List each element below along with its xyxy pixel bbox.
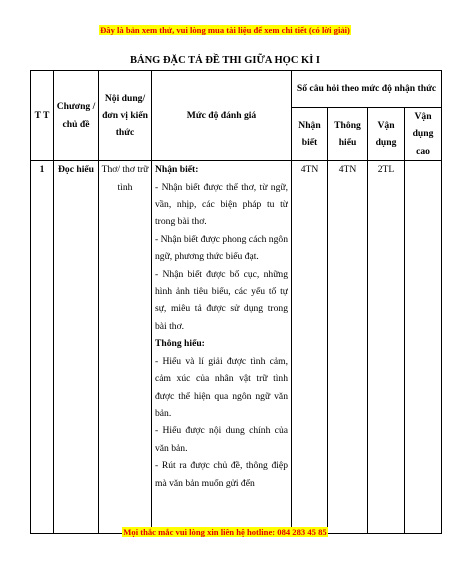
heading-thong-hieu: Thông hiểu: (155, 338, 205, 350)
header-vandungcao: Vận dụng cao (405, 108, 442, 161)
cell-vandung: 2TL (368, 161, 405, 534)
cell-chuong: Đọc hiểu (54, 161, 99, 534)
cell-nhanbiet: 4TN (292, 161, 328, 534)
header-thonghieu: Thông hiểu (328, 108, 368, 161)
document-title: BẢNG ĐẶC TẢ ĐỀ THI GIỮA HỌC KÌ I (129, 55, 320, 66)
preview-notice-banner (0, 25, 450, 35)
cell-noidung: Thơ/ thơ trữ tình (99, 161, 152, 534)
header-nhanbiet: Nhận biết (292, 108, 328, 161)
cell-thonghieu: 4TN (328, 161, 368, 534)
cell-vandungcao (405, 161, 442, 534)
table-row (31, 161, 442, 534)
list-item: - Rút ra được chủ đề, thông điệp mà văn bản muốn gửi đến (155, 460, 288, 489)
list-item: - Nhận biết được phong cách ngôn ngữ, phương thức biểu đạt. (155, 233, 288, 263)
cell-tt: 1 (31, 161, 54, 534)
hotline-banner (0, 527, 450, 537)
preview-notice-text: Đây là bản xem thử, vui lòng mua tài liệu để xem chi tiết (có lời giải) (100, 25, 350, 35)
header-vandung: Vận dụng (368, 108, 405, 161)
header-row-1 (31, 71, 442, 108)
specification-table (30, 70, 442, 534)
hotline-text: Mọi thắc mắc vui lòng xin liên hệ hotline: 084 283 45 85 (123, 527, 327, 537)
list-item: - Hiểu và lí giải được tình cảm, cảm xúc của nhân vật trữ tình được thể hiện qua ngôn ngữ văn bản. (155, 355, 288, 419)
header-chuong: Chương / chủ đề (54, 71, 99, 161)
list-item: - Nhận biết được bố cục, những hình ảnh tiêu biểu, các yếu tố tự sự, miêu tả được sử dụng trong bài thơ. (155, 268, 288, 332)
header-tt: T T (31, 71, 54, 161)
header-noidung: Nội dung/ đơn vị kiến thức (99, 71, 152, 161)
heading-nhan-biet: Nhận biết: (155, 164, 199, 176)
header-mucdo: Mức độ đánh giá (152, 71, 292, 161)
list-item: - Nhận biết được thể thơ, từ ngữ, vần, nhịp, các biện pháp tu từ trong bài thơ. (155, 181, 288, 228)
cell-mucdo (152, 161, 292, 534)
header-socau: Số câu hỏi theo mức độ nhận thức (292, 71, 442, 108)
list-item: - Hiểu được nội dung chính của văn bản. (155, 425, 288, 454)
